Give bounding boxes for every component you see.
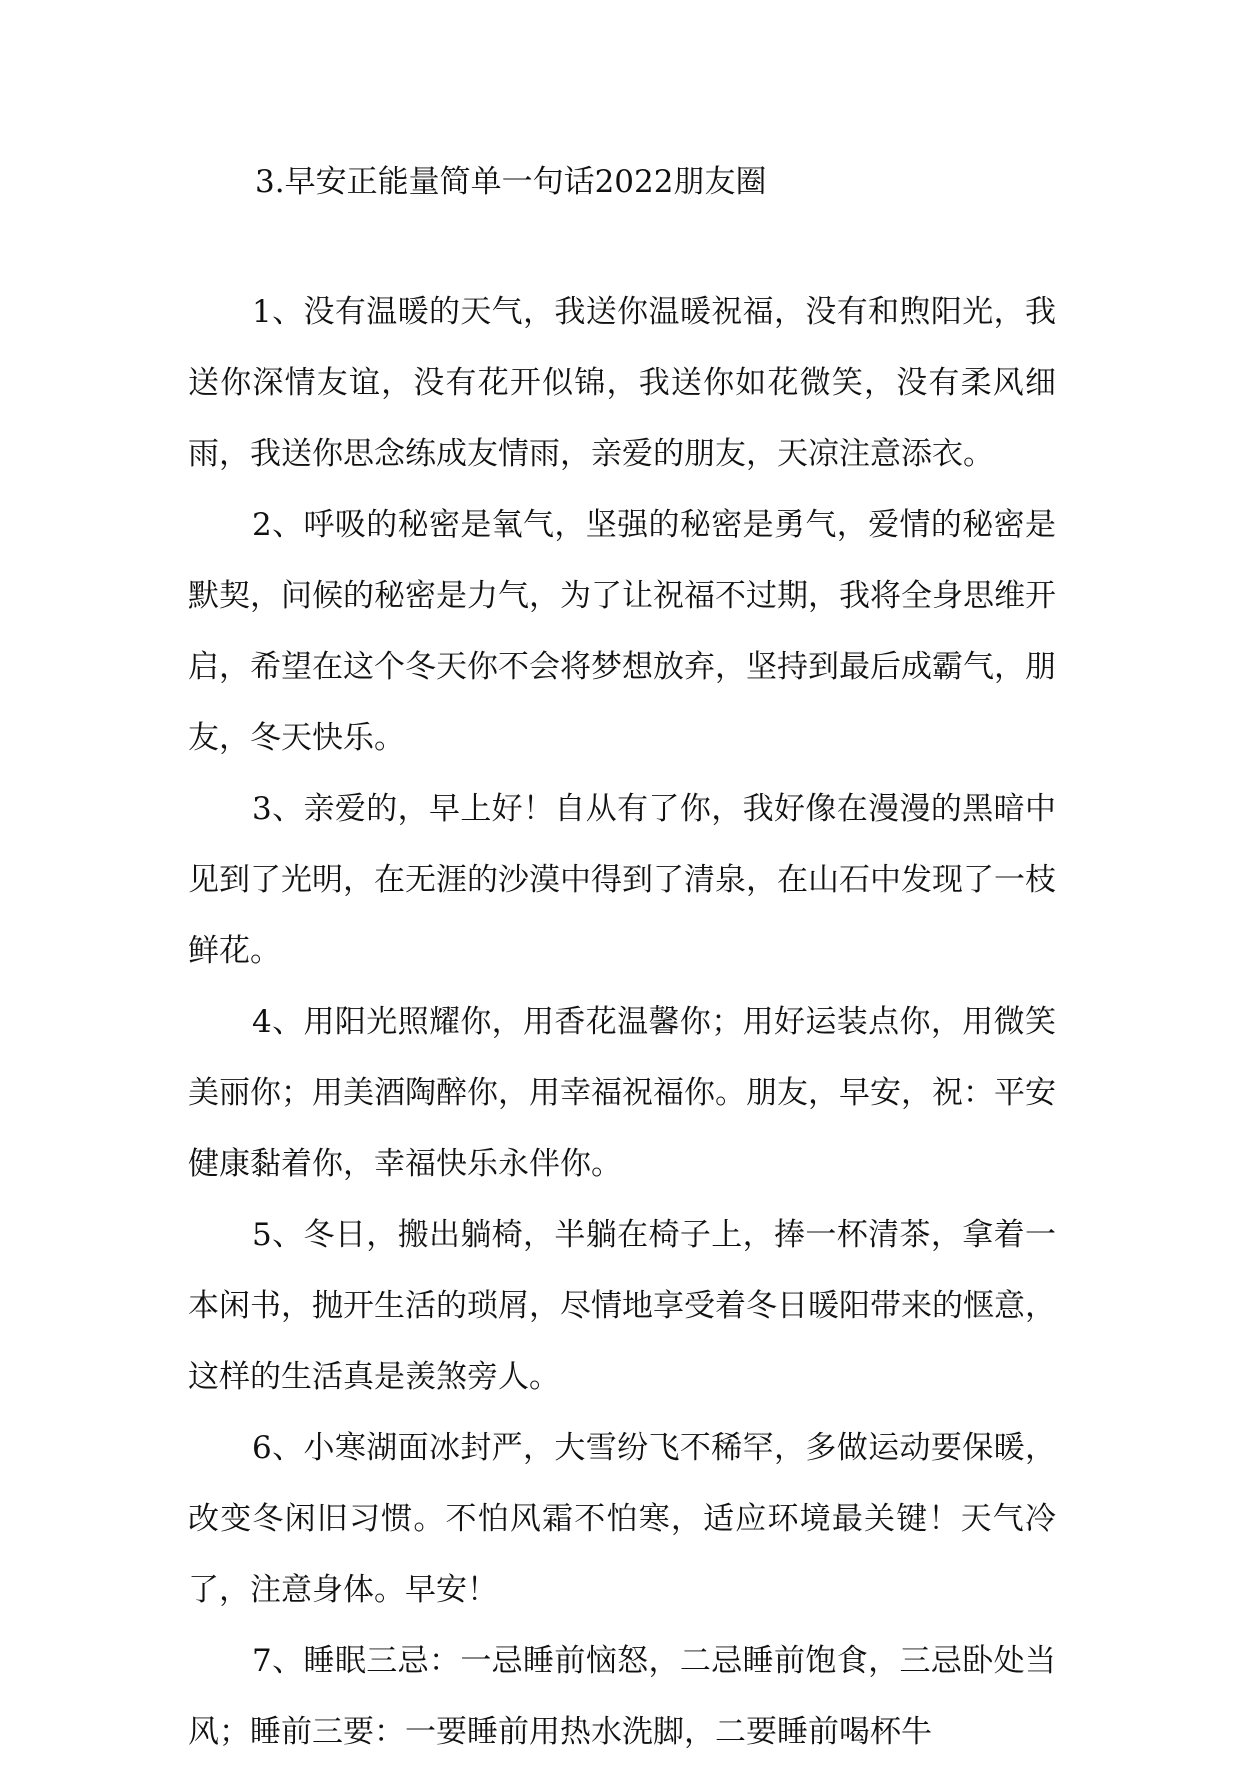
paragraph-2: 2、呼吸的秘密是氧气，坚强的秘密是勇气，爱情的秘密是默契，问候的秘密是力气，为了让祝福不过期，我将全身思维开启，希望在这个冬天你不会将梦想放弃，坚持到最后成霸气，朋友，冬天快乐。 bbox=[188, 507, 1056, 756]
paragraph-5: 5、冬日，搬出躺椅，半躺在椅子上，捧一杯清茶，拿着一本闲书，抛开生活的琐屑，尽情地享受着冬日暖阳带来的惬意，这样的生活真是羡煞旁人。 bbox=[188, 1217, 1056, 1395]
paragraph-6: 6、小寒湖面冰封严，大雪纷飞不稀罕，多做运动要保暖，改变冬闲旧习惯。不怕风霜不怕寒，适应环境最关键！天气冷了，注意身体。早安！ bbox=[188, 1430, 1056, 1608]
paragraph-3: 3、亲爱的，早上好！自从有了你，我好像在漫漫的黑暗中见到了光明，在无涯的沙漠中得到了清泉，在山石中发现了一枝鲜花。 bbox=[188, 791, 1056, 969]
paragraph-1: 1、没有温暖的天气，我送你温暖祝福，没有和煦阳光，我送你深情友谊，没有花开似锦，我送你如花微笑，没有柔风细雨，我送你思念练成友情雨，亲爱的朋友，天凉注意添衣。 bbox=[188, 294, 1056, 472]
section-heading: 3.早安正能量简单一句话2022朋友圈 bbox=[255, 164, 767, 200]
document-body bbox=[188, 277, 1056, 1768]
paragraph-7: 7、睡眠三忌：一忌睡前恼怒，二忌睡前饱食，三忌卧处当风；睡前三要：一要睡前用热水洗脚，二要睡前喝杯牛 bbox=[188, 1643, 1056, 1750]
paragraph-4: 4、用阳光照耀你，用香花温馨你；用好运装点你，用微笑美丽你；用美酒陶醉你，用幸福祝福你。朋友，早安，祝：平安健康黏着你，幸福快乐永伴你。 bbox=[188, 1004, 1056, 1182]
